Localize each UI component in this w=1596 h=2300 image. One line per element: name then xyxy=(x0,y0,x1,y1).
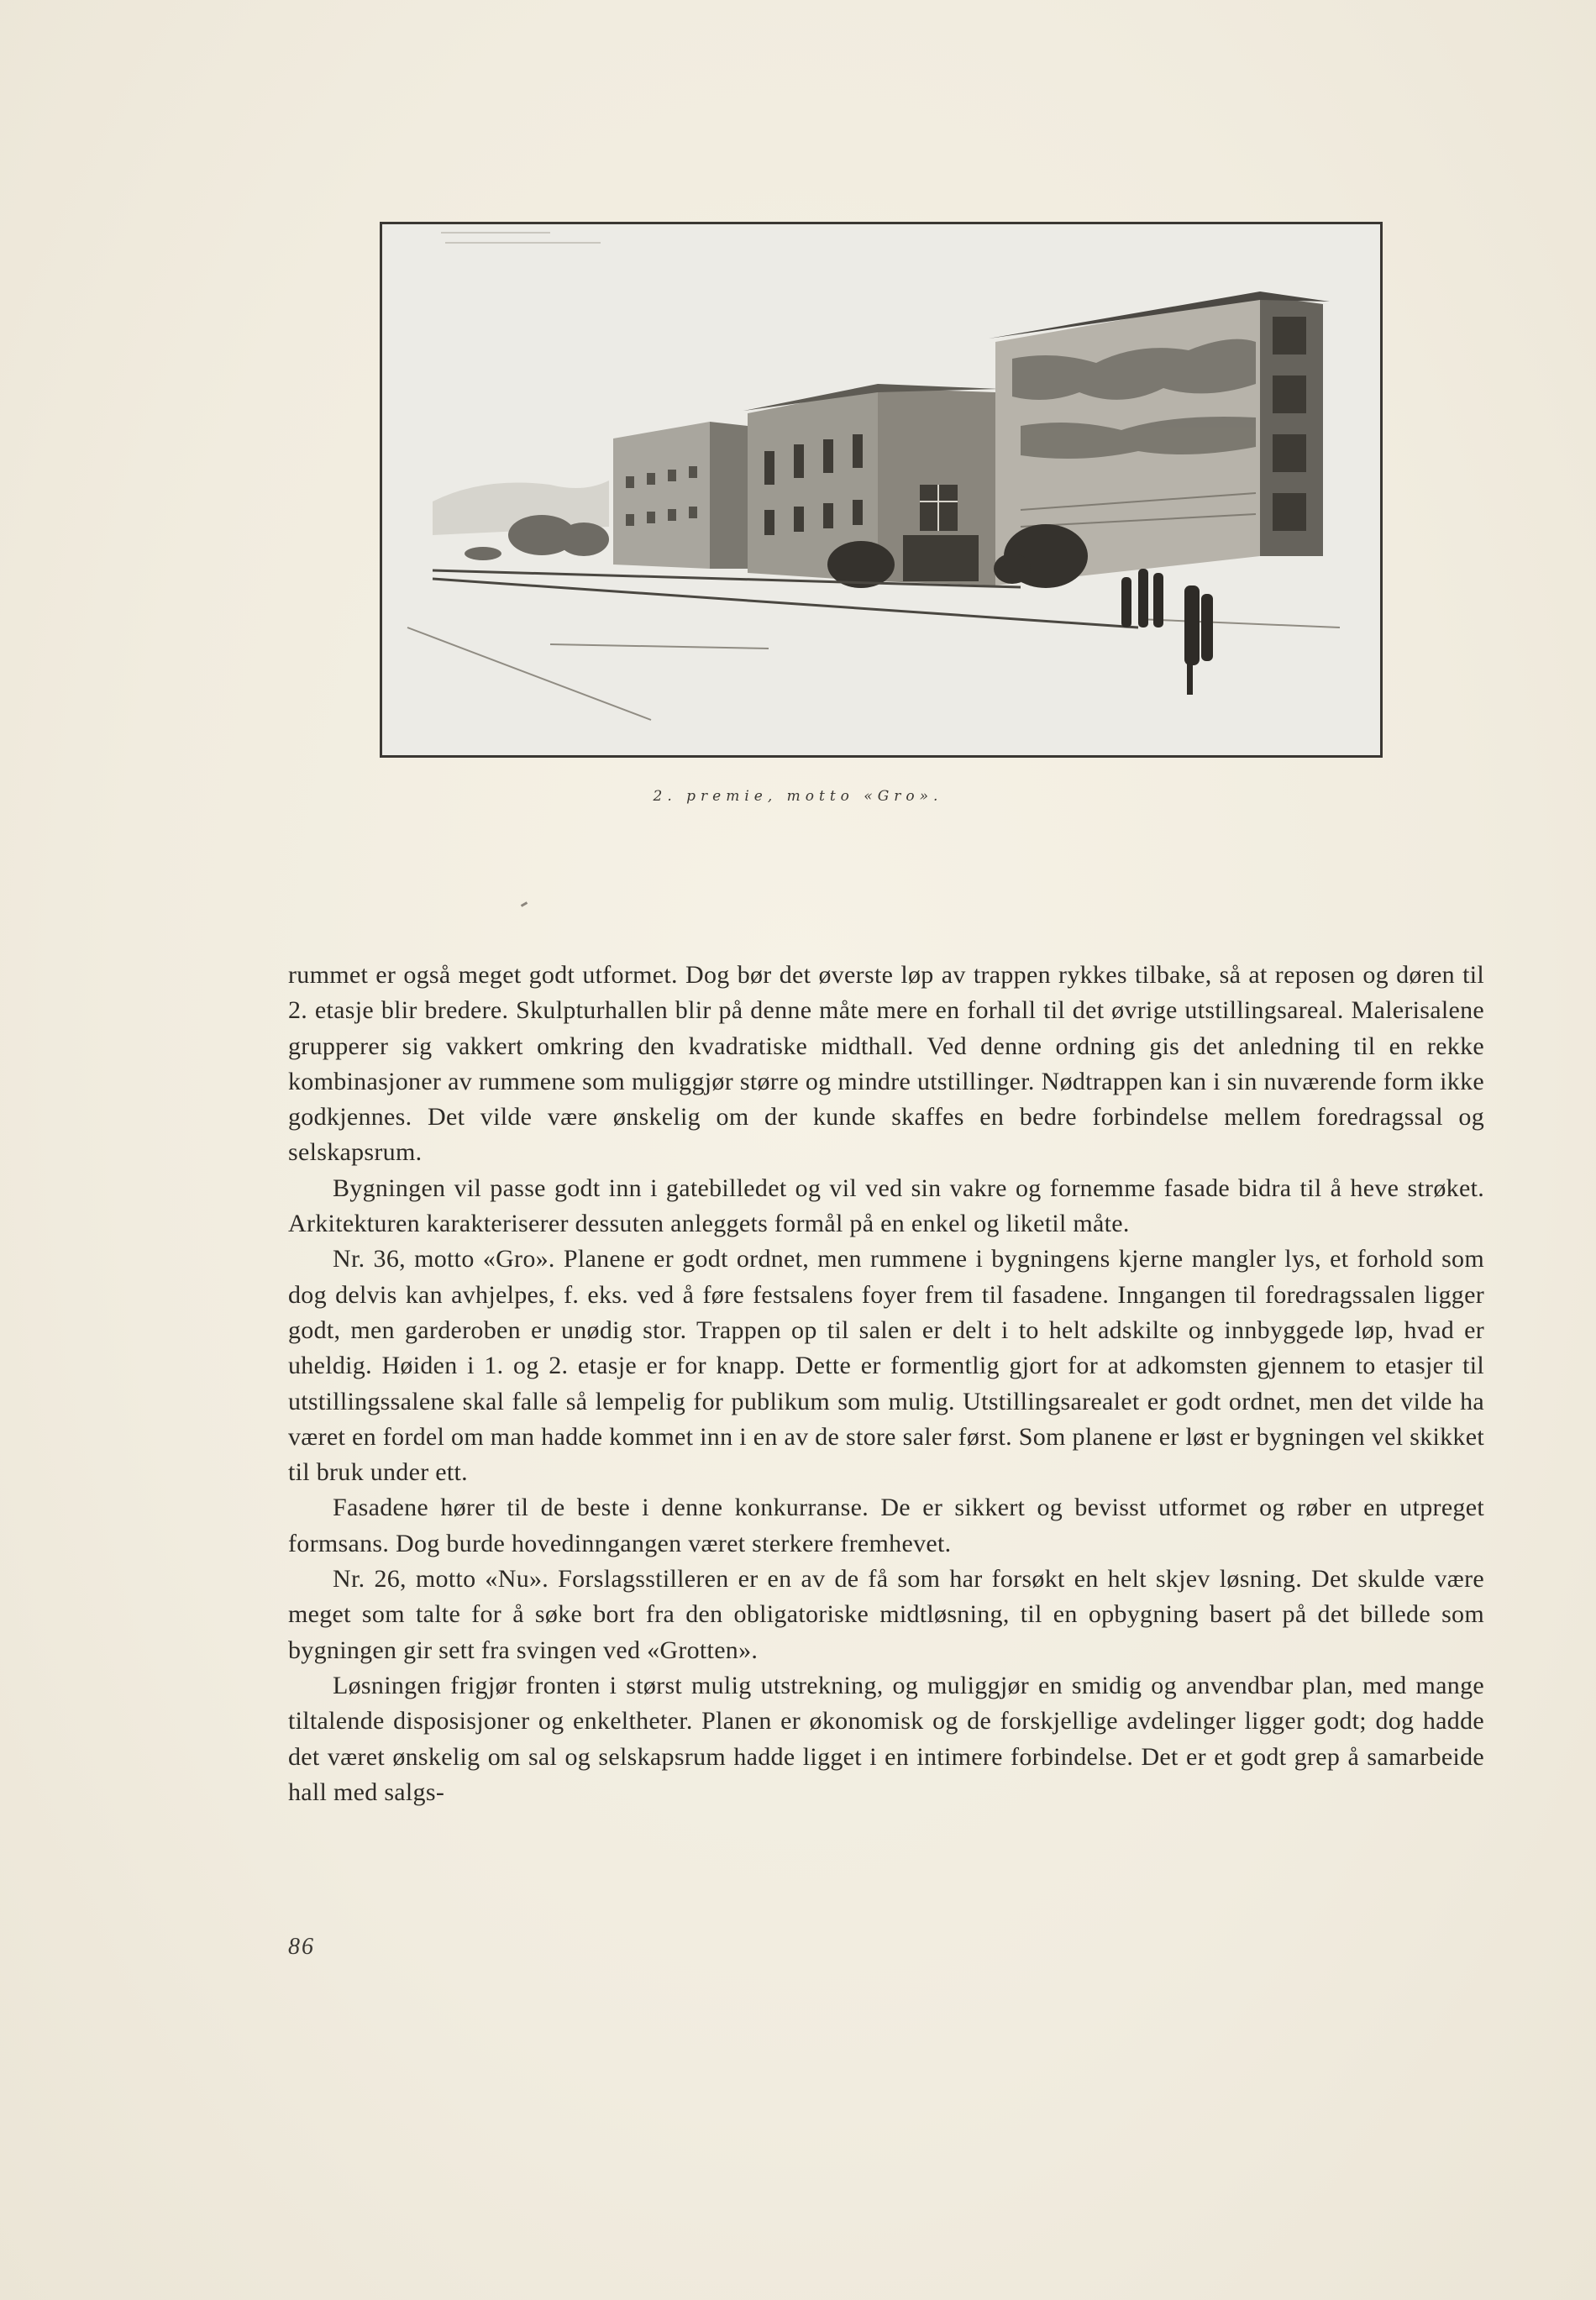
figure-caption: 2. premie, motto «Gro». xyxy=(653,788,943,805)
paragraph-4: Fasadene hører til de beste i denne konkurranse. De er sikkert og bevisst utformet og røber en utpreget formsans. Dog burde hovedinngangen været sterkere fremhevet. xyxy=(288,1494,1484,1557)
paragraph-5: Nr. 26, motto «Nu». Forslagsstilleren er en av de få som har forsøkt en helt skjev løsning. Det skulde være meget som talte for å søke bort fra den obligatoriske midtløsning, til en opbygning basert på det billede som bygningen gir sett fra svingen ved «Grotten». xyxy=(288,1565,1484,1664)
page-number: 86 xyxy=(288,1934,315,1960)
paragraph-6: Løsningen frigjør fronten i størst mulig utstrekning, og muliggjør en smidig og anvendbar plan, med mange tiltalende disposisjoner og enkeltheter. Planen er økonomisk og de forskjellige avdelinger ligger godt; dog hadde det været ønskelig om sal og selskapsrum hadde ligget i en intimere forbindelse. Det er et godt grep å samarbeide hall med salgs- xyxy=(288,1671,1484,1806)
building-drawing xyxy=(382,224,1380,755)
paragraph-1: rummet er også meget godt utformet. Dog bør det øverste løp av trappen rykkes tilbake, så at reposen og døren til 2. etasje blir bredere. Skulpturhallen blir på denne måte mere en forhall til det øvrige utstillingsareal. Malerisalene grupperer sig vakkert omkring den kvadratiske midthall. Ved denne ordning gis det anledning til en rekke kombinasjoner av rummene som muliggjør større og mindre utstillinger. Nødtrappen kan i sin nuværende form ikke godkjennes. Det vilde være ønskelig om der kunde skaffes en bedre forbindelse mellem foredragssal og selskapsrum. xyxy=(288,961,1484,1167)
stray-mark xyxy=(521,901,528,907)
paragraph-3: Nr. 36, motto «Gro». Planene er godt ordnet, men rummene i bygningens kjerne mangler lys, et forhold som dog delvis kan avhjelpes, f. eks. ved å føre festsalens foyer frem til fasadene. Inngangen til foredragssalen ligger godt, men garderoben er unødig stor. Trappen op til salen er delt i to helt adskilte og innbyggede løp, hvad er uheldig. Høiden i 1. og 2. etasje er for knapp. Dette er formentlig gjort for at adkomsten gjennem to etasjer til utstillingssalene skal falle så lempelig for publikum som mulig. Utstillingsarealet er godt ordnet, men det vilde ha været en fordel om man hadde kommet inn i en av de store saler først. Som planene er løst er bygningen vel skikket til bruk under ett. xyxy=(288,1245,1484,1487)
paragraph-2: Bygningen vil passe godt inn i gatebilledet og vil ved sin vakre og fornemme fasade bidra til å heve strøket. Arkitekturen karakteriserer dessuten anleggets formål på en enkel og liketil måte. xyxy=(288,1174,1484,1238)
building-illustration xyxy=(380,222,1383,758)
article-body xyxy=(288,958,1484,1810)
